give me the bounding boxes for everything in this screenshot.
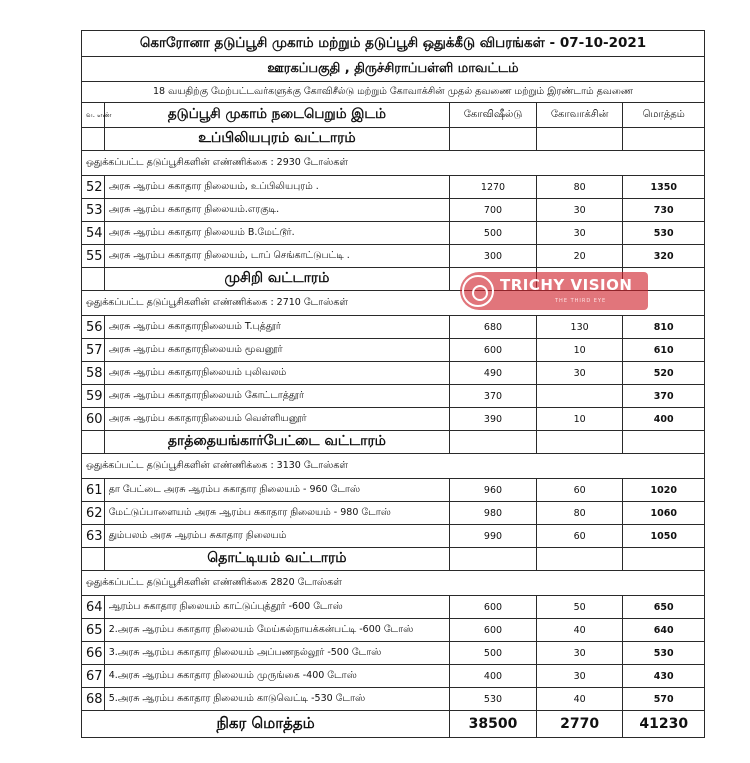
covaxin-count: 80 bbox=[536, 502, 623, 525]
table-row bbox=[82, 408, 705, 431]
allocation-row bbox=[82, 454, 705, 479]
covaxin-count: 20 bbox=[536, 245, 623, 268]
header-serial-number: வ. எண் bbox=[82, 103, 105, 128]
covishield-count: 680 bbox=[450, 316, 537, 339]
total-count: 1350 bbox=[623, 176, 705, 199]
allocation-text: ஒதுக்கப்பட்ட தடுப்பூசிகளின் எண்ணிக்கை : 2710 டோஸ்கள் bbox=[82, 291, 705, 316]
total-count: 640 bbox=[623, 619, 705, 642]
empty-cell bbox=[450, 128, 537, 151]
covishield-count: 980 bbox=[450, 502, 537, 525]
total-count: 1050 bbox=[623, 525, 705, 548]
covishield-count: 600 bbox=[450, 596, 537, 619]
trichy-vision-watermark bbox=[460, 272, 648, 310]
grand-total-covishield: 38500 bbox=[450, 711, 537, 738]
block-heading-row bbox=[82, 128, 705, 151]
camp-location: அரசு ஆரம்ப சுகாதார நிலையம், உப்பிலியபுரம் . bbox=[104, 176, 450, 199]
camp-location: அரசு ஆரம்ப சுகாதார நிலையம்.எரகுடி. bbox=[104, 199, 450, 222]
camp-location: அரசு ஆரம்ப சுகாதாரநிலையம் வெள்ளியனூர் bbox=[104, 408, 450, 431]
table-row bbox=[82, 642, 705, 665]
serial-number: 53 bbox=[82, 199, 105, 222]
covaxin-count: 30 bbox=[536, 362, 623, 385]
camp-location: அரசு ஆரம்ப சுகாதார நிலையம் B.மேட்டூர். bbox=[104, 222, 450, 245]
eligibility-note: 18 வயதிற்கு மேற்பட்டவர்களுக்கு கோவிசீல்டு மற்றும் கோவாக்சின் முதல் தவணை மற்றும் இரண்டாம் தவணை bbox=[82, 82, 705, 103]
eye-logo-icon bbox=[462, 275, 494, 307]
block-name: முசிறி வட்டாரம் bbox=[104, 268, 450, 291]
table-row bbox=[82, 619, 705, 642]
block-name: தொட்டியம் வட்டாரம் bbox=[104, 548, 450, 571]
block-name: தாத்தையங்கார்பேட்டை வட்டாரம் bbox=[104, 431, 450, 454]
camp-location: 4.அரசு ஆரம்ப சுகாதார நிலையம் முருங்கை -400 டோஸ் bbox=[104, 665, 450, 688]
covishield-count: 600 bbox=[450, 339, 537, 362]
serial-number: 63 bbox=[82, 525, 105, 548]
camp-location: அரசு ஆரம்ப சுகாதாரநிலையம் புலிவலம் bbox=[104, 362, 450, 385]
serial-number: 64 bbox=[82, 596, 105, 619]
total-count: 430 bbox=[623, 665, 705, 688]
total-count: 650 bbox=[623, 596, 705, 619]
covaxin-count: 30 bbox=[536, 222, 623, 245]
table-row bbox=[82, 479, 705, 502]
table-row bbox=[82, 222, 705, 245]
covishield-count: 500 bbox=[450, 222, 537, 245]
serial-number: 59 bbox=[82, 385, 105, 408]
serial-number: 62 bbox=[82, 502, 105, 525]
covishield-count: 390 bbox=[450, 408, 537, 431]
serial-number: 55 bbox=[82, 245, 105, 268]
table-row bbox=[82, 199, 705, 222]
total-count: 530 bbox=[623, 222, 705, 245]
covaxin-count: 40 bbox=[536, 619, 623, 642]
title-row bbox=[82, 31, 705, 57]
block-name: உப்பிலியபுரம் வட்டாரம் bbox=[104, 128, 450, 151]
camp-location: 2.அரசு ஆரம்ப சுகாதார நிலையம் மேய்கல்நாயக்கன்பட்டி -600 டோஸ் bbox=[104, 619, 450, 642]
table-row bbox=[82, 665, 705, 688]
covaxin-count: 10 bbox=[536, 339, 623, 362]
allocation-text: ஒதுக்கப்பட்ட தடுப்பூசிகளின் எண்ணிக்கை 2820 டோஸ்கள் bbox=[82, 571, 705, 596]
serial-number: 57 bbox=[82, 339, 105, 362]
serial-number: 58 bbox=[82, 362, 105, 385]
camp-location: அரசு ஆரம்ப சுகாதாரநிலையம் கோட்டாத்தூர் bbox=[104, 385, 450, 408]
district-subtitle: ஊரகப்பகுதி , திருச்சிராப்பள்ளி மாவட்டம் bbox=[82, 57, 705, 82]
covaxin-count: 130 bbox=[536, 316, 623, 339]
block-heading-row bbox=[82, 548, 705, 571]
table-row bbox=[82, 176, 705, 199]
empty-cell bbox=[82, 431, 105, 454]
empty-cell bbox=[623, 128, 705, 151]
camp-location: அரசு ஆரம்ப சுகாதாரநிலையம் T.புத்தூர் bbox=[104, 316, 450, 339]
total-count: 400 bbox=[623, 408, 705, 431]
header-covishield: கோவிஷீல்டு bbox=[450, 103, 537, 128]
serial-number: 68 bbox=[82, 688, 105, 711]
camp-location: தும்பலம் அரசு ஆரம்ப சுகாதார நிலையம் bbox=[104, 525, 450, 548]
table-row bbox=[82, 385, 705, 408]
camp-location: மேட்டுப்பாளையம் அரசு ஆரம்ப சுகாதார நிலையம் - 980 டோஸ் bbox=[104, 502, 450, 525]
covaxin-count: 30 bbox=[536, 642, 623, 665]
serial-number: 65 bbox=[82, 619, 105, 642]
covishield-count: 500 bbox=[450, 642, 537, 665]
serial-number: 56 bbox=[82, 316, 105, 339]
covaxin-count: 50 bbox=[536, 596, 623, 619]
total-count: 1060 bbox=[623, 502, 705, 525]
table-row bbox=[82, 525, 705, 548]
total-count: 320 bbox=[623, 245, 705, 268]
header-covaxin: கோவாக்சின் bbox=[536, 103, 623, 128]
grand-total-label: நிகர மொத்தம் bbox=[82, 711, 450, 738]
allocation-text: ஒதுக்கப்பட்ட தடுப்பூசிகளின் எண்ணிக்கை : 2930 டோஸ்கள் bbox=[82, 151, 705, 176]
covaxin-count: 60 bbox=[536, 479, 623, 502]
allocation-row bbox=[82, 151, 705, 176]
header-total: மொத்தம் bbox=[623, 103, 705, 128]
table-row bbox=[82, 362, 705, 385]
table-row bbox=[82, 339, 705, 362]
grand-total-covaxin: 2770 bbox=[536, 711, 623, 738]
covishield-count: 990 bbox=[450, 525, 537, 548]
document-title: கொரோனா தடுப்பூசி முகாம் மற்றும் தடுப்பூசி ஒதுக்கீடு விபரங்கள் - 07-10-2021 bbox=[82, 31, 705, 57]
empty-cell bbox=[536, 431, 623, 454]
total-count: 570 bbox=[623, 688, 705, 711]
serial-number: 66 bbox=[82, 642, 105, 665]
empty-cell bbox=[623, 548, 705, 571]
header-camp-location: தடுப்பூசி முகாம் நடைபெறும் இடம் bbox=[104, 103, 450, 128]
covishield-count: 960 bbox=[450, 479, 537, 502]
serial-number: 60 bbox=[82, 408, 105, 431]
covishield-count: 600 bbox=[450, 619, 537, 642]
total-count: 520 bbox=[623, 362, 705, 385]
empty-cell bbox=[450, 548, 537, 571]
covishield-count: 490 bbox=[450, 362, 537, 385]
empty-cell bbox=[536, 548, 623, 571]
empty-cell bbox=[82, 548, 105, 571]
covaxin-count: 40 bbox=[536, 688, 623, 711]
covaxin-count: 80 bbox=[536, 176, 623, 199]
covaxin-count: 30 bbox=[536, 665, 623, 688]
table-row bbox=[82, 316, 705, 339]
covaxin-count: 30 bbox=[536, 199, 623, 222]
covaxin-count: 60 bbox=[536, 525, 623, 548]
covishield-count: 370 bbox=[450, 385, 537, 408]
empty-cell bbox=[450, 431, 537, 454]
covishield-count: 530 bbox=[450, 688, 537, 711]
grand-total-sum: 41230 bbox=[623, 711, 705, 738]
camp-location: அரசு ஆரம்ப சுகாதாரநிலையம் மூவனூர் bbox=[104, 339, 450, 362]
total-count: 370 bbox=[623, 385, 705, 408]
camp-location: 5.அரசு ஆரம்ப சுகாதார நிலையம் காடுவெட்டி -530 டோஸ் bbox=[104, 688, 450, 711]
header-row bbox=[82, 103, 705, 128]
total-count: 1020 bbox=[623, 479, 705, 502]
empty-cell bbox=[623, 431, 705, 454]
empty-cell bbox=[82, 128, 105, 151]
empty-cell bbox=[82, 268, 105, 291]
empty-cell bbox=[536, 128, 623, 151]
camp-location: 3.அரசு ஆரம்ப சுகாதார நிலையம் அப்பணநல்லூர் -500 டோஸ் bbox=[104, 642, 450, 665]
covishield-count: 400 bbox=[450, 665, 537, 688]
camp-location: ஆரம்ப சுகாதார நிலையம் காட்டுப்புத்தூர் -600 டோஸ் bbox=[104, 596, 450, 619]
covaxin-count: 10 bbox=[536, 408, 623, 431]
total-count: 610 bbox=[623, 339, 705, 362]
watermark-name: TRICHY VISION bbox=[500, 276, 633, 294]
allocation-row bbox=[82, 571, 705, 596]
camp-location: அரசு ஆரம்ப சுகாதார நிலையம், டாப் செங்காட்டுபட்டி . bbox=[104, 245, 450, 268]
covaxin-count bbox=[536, 385, 623, 408]
covishield-count: 300 bbox=[450, 245, 537, 268]
total-count: 530 bbox=[623, 642, 705, 665]
serial-number: 52 bbox=[82, 176, 105, 199]
watermark-tagline: THE THIRD EYE bbox=[555, 298, 607, 304]
camp-location: தா பேட்டை அரசு ஆரம்ப சுகாதார நிலையம் - 960 டோஸ் bbox=[104, 479, 450, 502]
allocation-text: ஒதுக்கப்பட்ட தடுப்பூசிகளின் எண்ணிக்கை : 3130 டோஸ்கள் bbox=[82, 454, 705, 479]
serial-number: 61 bbox=[82, 479, 105, 502]
block-heading-row bbox=[82, 431, 705, 454]
table-row bbox=[82, 245, 705, 268]
grand-total-row bbox=[82, 711, 705, 738]
table-row bbox=[82, 502, 705, 525]
covishield-count: 700 bbox=[450, 199, 537, 222]
note-row bbox=[82, 82, 705, 103]
table-row bbox=[82, 688, 705, 711]
total-count: 730 bbox=[623, 199, 705, 222]
vaccine-allocation-table bbox=[81, 30, 705, 738]
covishield-count: 1270 bbox=[450, 176, 537, 199]
serial-number: 54 bbox=[82, 222, 105, 245]
serial-number: 67 bbox=[82, 665, 105, 688]
table-row bbox=[82, 596, 705, 619]
total-count: 810 bbox=[623, 316, 705, 339]
subtitle-row bbox=[82, 57, 705, 82]
